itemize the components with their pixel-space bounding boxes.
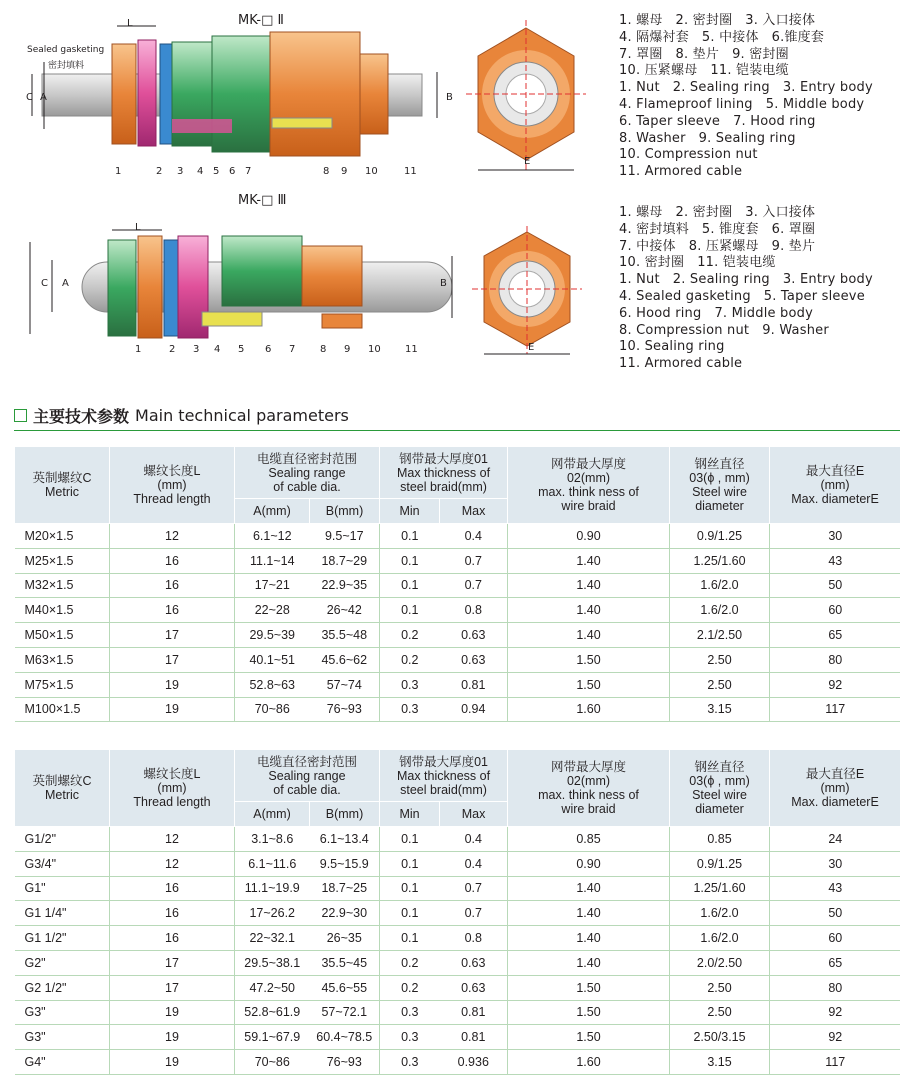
callout-9: 9 bbox=[341, 166, 348, 177]
table-cell: 1.40 bbox=[508, 901, 670, 926]
header-thread-length: 螺纹长度L (mm) Thread length bbox=[110, 447, 235, 524]
callout-10: 10 bbox=[368, 344, 381, 355]
callout-7: 7 bbox=[289, 344, 296, 355]
table-cell: 0.1 bbox=[380, 926, 440, 951]
table-cell: M25×1.5 bbox=[15, 548, 110, 573]
table-cell: 17 bbox=[110, 950, 235, 975]
table-cell: 0.3 bbox=[380, 1025, 440, 1050]
table-cell: M32×1.5 bbox=[15, 573, 110, 598]
table-cell: 117 bbox=[770, 697, 900, 722]
table-cell: G4" bbox=[15, 1050, 110, 1075]
table-cell: 2.50 bbox=[670, 975, 770, 1000]
table-cell: 0.3 bbox=[380, 1050, 440, 1075]
table-cell: 0.7 bbox=[440, 901, 508, 926]
dim-label-l: L bbox=[127, 18, 133, 29]
dim-label-e: E bbox=[524, 156, 531, 167]
header-max-diameter: 最大直径E (mm) Max. diameterE bbox=[770, 750, 900, 827]
table-cell: 0.2 bbox=[380, 975, 440, 1000]
table-cell: 0.2 bbox=[380, 623, 440, 648]
dim-label-b: B bbox=[440, 278, 447, 289]
callout-6: 6 bbox=[229, 166, 236, 177]
table-cell: 1.60 bbox=[508, 1050, 670, 1075]
table-row bbox=[15, 647, 900, 672]
table-cell: 2.50 bbox=[670, 647, 770, 672]
table-row bbox=[15, 672, 900, 697]
header-wire-braid: 网带最大厚度 02(mm) max. think ness of wire braid bbox=[508, 447, 670, 524]
table-cell: 92 bbox=[770, 1000, 900, 1025]
table-cell: M63×1.5 bbox=[15, 647, 110, 672]
table-row bbox=[15, 1025, 900, 1050]
table-cell: 17~21 bbox=[235, 573, 310, 598]
table-row bbox=[15, 524, 900, 549]
table-cell: 0.63 bbox=[440, 950, 508, 975]
table-cell: 6.1~13.4 bbox=[310, 827, 380, 852]
table-cell: G2 1/2" bbox=[15, 975, 110, 1000]
table-cell: 26~35 bbox=[310, 926, 380, 951]
table-cell: 0.1 bbox=[380, 573, 440, 598]
table-cell: 29.5~39 bbox=[235, 623, 310, 648]
legend-line: 10. Compression nut bbox=[619, 147, 758, 163]
table-cell: 40.1~51 bbox=[235, 647, 310, 672]
table-cell: 0.81 bbox=[440, 1025, 508, 1050]
table-cell: 1.50 bbox=[508, 1025, 670, 1050]
table-cell: G1" bbox=[15, 876, 110, 901]
table-cell: 70~86 bbox=[235, 697, 310, 722]
table-cell: 65 bbox=[770, 950, 900, 975]
dim-label-l: L bbox=[135, 222, 141, 233]
legend-line: 11. Armored cable bbox=[619, 356, 743, 372]
table-cell: 45.6~62 bbox=[310, 647, 380, 672]
table-cell: 19 bbox=[110, 1000, 235, 1025]
callout-3: 3 bbox=[193, 344, 200, 355]
callout-1: 1 bbox=[135, 344, 142, 355]
table-cell: 16 bbox=[110, 876, 235, 901]
callout-11: 11 bbox=[404, 166, 417, 177]
table-cell: 76~93 bbox=[310, 1050, 380, 1075]
section-title-cn: 主要技术参数 bbox=[33, 407, 130, 426]
table-cell: G1/2" bbox=[15, 827, 110, 852]
table-cell: 16 bbox=[110, 573, 235, 598]
header-steel-braid: 钢带最大厚度01 Max thickness of steel braid(mm) bbox=[380, 447, 508, 499]
callout-6: 6 bbox=[265, 344, 272, 355]
legend-line: 11. Armored cable bbox=[619, 164, 743, 180]
table-cell: 16 bbox=[110, 548, 235, 573]
header-thread-c: 英制螺纹C Metric bbox=[15, 750, 110, 827]
table-cell: 52.8~61.9 bbox=[235, 1000, 310, 1025]
legend-line: 10. 压紧螺母 11. 铠装电缆 bbox=[619, 63, 789, 79]
table-cell: 29.5~38.1 bbox=[235, 950, 310, 975]
dim-label-a: A bbox=[40, 92, 47, 103]
header-sealing-range: 电缆直径密封范围 Sealing range of cable dia. bbox=[235, 750, 380, 802]
table-cell: G3" bbox=[15, 1000, 110, 1025]
table-cell: 0.94 bbox=[440, 697, 508, 722]
table-cell: 1.40 bbox=[508, 548, 670, 573]
table-cell: 60 bbox=[770, 926, 900, 951]
table-cell: 0.63 bbox=[440, 623, 508, 648]
callout-2: 2 bbox=[156, 166, 163, 177]
table-cell: 1.40 bbox=[508, 876, 670, 901]
table-cell: 0.81 bbox=[440, 1000, 508, 1025]
table-cell: 0.1 bbox=[380, 851, 440, 876]
header-max-diameter: 最大直径E (mm) Max. diameterE bbox=[770, 447, 900, 524]
table-row bbox=[15, 1050, 900, 1075]
callout-8: 8 bbox=[320, 344, 327, 355]
table-row bbox=[15, 598, 900, 623]
table-cell: 0.1 bbox=[380, 876, 440, 901]
table-cell: 43 bbox=[770, 548, 900, 573]
header-steel-braid: 钢带最大厚度01 Max thickness of steel braid(mm) bbox=[380, 750, 508, 802]
table-cell: 2.50/3.15 bbox=[670, 1025, 770, 1050]
table-cell: 2.50 bbox=[670, 672, 770, 697]
table-cell: G3/4" bbox=[15, 851, 110, 876]
header-max: Max bbox=[440, 802, 508, 827]
table-cell: 0.90 bbox=[508, 851, 670, 876]
header-a: A(mm) bbox=[235, 499, 310, 524]
table-cell: 6.1~11.6 bbox=[235, 851, 310, 876]
legend-line: 6. Taper sleeve 7. Hood ring bbox=[619, 113, 816, 129]
cable-gland-diagram-mk2 bbox=[22, 14, 442, 184]
legend-line: 1. Nut 2. Sealing ring 3. Entry body bbox=[619, 80, 873, 96]
legend-line: 10. 密封圈 11. 铠装电缆 bbox=[619, 255, 776, 271]
table-cell: 0.9/1.25 bbox=[670, 524, 770, 549]
table-row bbox=[15, 975, 900, 1000]
table-cell: 9.5~15.9 bbox=[310, 851, 380, 876]
header-max: Max bbox=[440, 499, 508, 524]
table-cell: 57~74 bbox=[310, 672, 380, 697]
table-cell: 18.7~29 bbox=[310, 548, 380, 573]
table-cell: 0.7 bbox=[440, 876, 508, 901]
legend-line: 7. 中接体 8. 压紧螺母 9. 垫片 bbox=[619, 238, 816, 254]
table-cell: 1.50 bbox=[508, 647, 670, 672]
table-cell: 52.8~63 bbox=[235, 672, 310, 697]
section-rule bbox=[14, 430, 900, 431]
table-cell: G2" bbox=[15, 950, 110, 975]
table-cell: 0.2 bbox=[380, 950, 440, 975]
table-cell: 3.1~8.6 bbox=[235, 827, 310, 852]
legend-line: 6. Hood ring 7. Middle body bbox=[619, 305, 814, 321]
table-cell: 1.25/1.60 bbox=[670, 876, 770, 901]
table-cell: 0.9/1.25 bbox=[670, 851, 770, 876]
header-thread-c: 英制螺纹C Metric bbox=[15, 447, 110, 524]
table-cell: 26~42 bbox=[310, 598, 380, 623]
table-cell: 0.63 bbox=[440, 647, 508, 672]
legend-mk2 bbox=[619, 13, 873, 181]
callout-9: 9 bbox=[344, 344, 351, 355]
header-steel-wire: 钢丝直径 03(ϕ , mm) Steel wire diameter bbox=[670, 750, 770, 827]
header-steel-wire: 钢丝直径 03(ϕ , mm) Steel wire diameter bbox=[670, 447, 770, 524]
table-cell: 80 bbox=[770, 647, 900, 672]
table-row bbox=[15, 851, 900, 876]
legend-line: 1. 螺母 2. 密封圈 3. 入口接体 bbox=[619, 13, 816, 28]
table-cell: 1.6/2.0 bbox=[670, 926, 770, 951]
table-cell: 0.1 bbox=[380, 598, 440, 623]
table-cell: 16 bbox=[110, 901, 235, 926]
table-cell: 1.6/2.0 bbox=[670, 598, 770, 623]
callout-4: 4 bbox=[214, 344, 221, 355]
table-cell: 22.9~30 bbox=[310, 901, 380, 926]
table-cell: 1.60 bbox=[508, 697, 670, 722]
legend-line: 1. 螺母 2. 密封圈 3. 入口接体 bbox=[619, 205, 816, 220]
spec-table-pipe bbox=[14, 749, 900, 1075]
table-cell: 80 bbox=[770, 975, 900, 1000]
table-cell: 22~28 bbox=[235, 598, 310, 623]
table-row bbox=[15, 573, 900, 598]
table-cell: 92 bbox=[770, 672, 900, 697]
table-cell: 17 bbox=[110, 647, 235, 672]
callout-10: 10 bbox=[365, 166, 378, 177]
table-cell: 11.1~19.9 bbox=[235, 876, 310, 901]
legend-line: 8. Washer 9. Sealing ring bbox=[619, 130, 796, 146]
callout-5: 5 bbox=[238, 344, 245, 355]
table-cell: M100×1.5 bbox=[15, 697, 110, 722]
table-row bbox=[15, 926, 900, 951]
table-cell: 1.25/1.60 bbox=[670, 548, 770, 573]
table-row bbox=[15, 697, 900, 722]
table-cell: 6.1~12 bbox=[235, 524, 310, 549]
header-b: B(mm) bbox=[310, 499, 380, 524]
table-cell: 117 bbox=[770, 1050, 900, 1075]
callout-1: 1 bbox=[115, 166, 122, 177]
table-cell: 24 bbox=[770, 827, 900, 852]
legend-line: 7. 罩圈 8. 垫片 9. 密封圈 bbox=[619, 46, 789, 62]
callout-7: 7 bbox=[245, 166, 252, 177]
callout-4: 4 bbox=[197, 166, 204, 177]
header-thread-length: 螺纹长度L (mm) Thread length bbox=[110, 750, 235, 827]
callout-5: 5 bbox=[213, 166, 220, 177]
table-cell: 0.3 bbox=[380, 672, 440, 697]
table-cell: 59.1~67.9 bbox=[235, 1025, 310, 1050]
table-cell: 16 bbox=[110, 598, 235, 623]
table-cell: 92 bbox=[770, 1025, 900, 1050]
table-cell: 0.85 bbox=[670, 827, 770, 852]
legend-line: 8. Compression nut 9. Washer bbox=[619, 322, 829, 338]
table-cell: 0.936 bbox=[440, 1050, 508, 1075]
table-cell: 12 bbox=[110, 851, 235, 876]
table-cell: 0.1 bbox=[380, 827, 440, 852]
table-cell: 12 bbox=[110, 524, 235, 549]
table-cell: 0.4 bbox=[440, 827, 508, 852]
legend-line: 4. 密封填料 5. 锥度套 6. 罩圈 bbox=[619, 221, 816, 237]
table-cell: 0.4 bbox=[440, 851, 508, 876]
model-label-mk2: MK-□ Ⅱ bbox=[238, 13, 284, 28]
table-cell: 0.4 bbox=[440, 524, 508, 549]
dim-label-a: A bbox=[62, 278, 69, 289]
table-cell: 57~72.1 bbox=[310, 1000, 380, 1025]
table-cell: 2.0/2.50 bbox=[670, 950, 770, 975]
table-cell: 0.3 bbox=[380, 697, 440, 722]
model-label-mk3: MK-□ Ⅲ bbox=[238, 193, 287, 208]
table-cell: 35.5~48 bbox=[310, 623, 380, 648]
table-row bbox=[15, 876, 900, 901]
table-cell: 17~26.2 bbox=[235, 901, 310, 926]
table-cell: 19 bbox=[110, 697, 235, 722]
cable-gland-diagram-mk3 bbox=[22, 212, 462, 362]
table-cell: 16 bbox=[110, 926, 235, 951]
legend-line: 4. Flameproof lining 5. Middle body bbox=[619, 96, 865, 112]
table-cell: 0.8 bbox=[440, 926, 508, 951]
table-cell: 0.1 bbox=[380, 524, 440, 549]
table-cell: 0.81 bbox=[440, 672, 508, 697]
header-sealing-range: 电缆直径密封范围 Sealing range of cable dia. bbox=[235, 447, 380, 499]
table-cell: 65 bbox=[770, 623, 900, 648]
table-cell: 0.8 bbox=[440, 598, 508, 623]
header-b: B(mm) bbox=[310, 802, 380, 827]
table-cell: 9.5~17 bbox=[310, 524, 380, 549]
section-title bbox=[14, 404, 349, 427]
table-cell: 47.2~50 bbox=[235, 975, 310, 1000]
header-wire-braid: 网带最大厚度 02(mm) max. think ness of wire braid bbox=[508, 750, 670, 827]
table-cell: 60.4~78.5 bbox=[310, 1025, 380, 1050]
callout-2: 2 bbox=[169, 344, 176, 355]
table-cell: G3" bbox=[15, 1025, 110, 1050]
table-cell: G1 1/4" bbox=[15, 901, 110, 926]
legend-line: 4. 隔爆衬套 5. 中接体 6.锥度套 bbox=[619, 29, 825, 45]
table-cell: 70~86 bbox=[235, 1050, 310, 1075]
legend-line: 4. Sealed gasketing 5. Taper sleeve bbox=[619, 288, 865, 304]
table-cell: 1.40 bbox=[508, 623, 670, 648]
table-cell: 35.5~45 bbox=[310, 950, 380, 975]
table-cell: 2.50 bbox=[670, 1000, 770, 1025]
section-title-en: Main technical parameters bbox=[135, 406, 349, 425]
table-cell: 0.2 bbox=[380, 647, 440, 672]
table-body-metric bbox=[15, 524, 900, 722]
table-row bbox=[15, 827, 900, 852]
end-view-mk3 bbox=[472, 226, 582, 366]
header-a: A(mm) bbox=[235, 802, 310, 827]
table-cell: M40×1.5 bbox=[15, 598, 110, 623]
table-cell: 19 bbox=[110, 672, 235, 697]
callout-3: 3 bbox=[177, 166, 184, 177]
table-cell: 22.9~35 bbox=[310, 573, 380, 598]
table-cell: 11.1~14 bbox=[235, 548, 310, 573]
table-cell: 17 bbox=[110, 623, 235, 648]
table-cell: 1.6/2.0 bbox=[670, 573, 770, 598]
dim-label-e: E bbox=[528, 342, 535, 353]
legend-line: 1. Nut 2. Sealing ring 3. Entry body bbox=[619, 272, 873, 288]
table-cell: 1.40 bbox=[508, 598, 670, 623]
table-cell: 30 bbox=[770, 851, 900, 876]
legend-line: 10. Sealing ring bbox=[619, 339, 725, 355]
table-cell: 1.40 bbox=[508, 926, 670, 951]
table-cell: 1.40 bbox=[508, 950, 670, 975]
table-row bbox=[15, 950, 900, 975]
table-cell: 22~32.1 bbox=[235, 926, 310, 951]
table-cell: 17 bbox=[110, 975, 235, 1000]
table-cell: 1.50 bbox=[508, 975, 670, 1000]
table-cell: 43 bbox=[770, 876, 900, 901]
legend-mk3 bbox=[619, 205, 873, 373]
dim-label-b: B bbox=[446, 92, 453, 103]
table-cell: 0.1 bbox=[380, 901, 440, 926]
table-cell: 2.1/2.50 bbox=[670, 623, 770, 648]
table-cell: 1.40 bbox=[508, 573, 670, 598]
table-body-pipe bbox=[15, 827, 900, 1075]
callout-8: 8 bbox=[323, 166, 330, 177]
table-cell: 18.7~25 bbox=[310, 876, 380, 901]
table-cell: 12 bbox=[110, 827, 235, 852]
dim-label-c: C bbox=[26, 92, 33, 103]
table-cell: G1 1/2" bbox=[15, 926, 110, 951]
table-cell: 0.3 bbox=[380, 1000, 440, 1025]
table-cell: 19 bbox=[110, 1050, 235, 1075]
spec-table-metric bbox=[14, 446, 900, 722]
table-cell: 3.15 bbox=[670, 697, 770, 722]
table-cell: 1.50 bbox=[508, 672, 670, 697]
table-cell: 0.85 bbox=[508, 827, 670, 852]
table-cell: 1.50 bbox=[508, 1000, 670, 1025]
table-cell: 45.6~55 bbox=[310, 975, 380, 1000]
table-cell: M20×1.5 bbox=[15, 524, 110, 549]
table-cell: 3.15 bbox=[670, 1050, 770, 1075]
table-cell: 50 bbox=[770, 901, 900, 926]
table-cell: 60 bbox=[770, 598, 900, 623]
table-cell: 0.90 bbox=[508, 524, 670, 549]
header-min: Min bbox=[380, 499, 440, 524]
table-row bbox=[15, 901, 900, 926]
checkbox-square-icon bbox=[14, 409, 27, 422]
table-cell: 30 bbox=[770, 524, 900, 549]
table-cell: 50 bbox=[770, 573, 900, 598]
table-cell: 19 bbox=[110, 1025, 235, 1050]
table-cell: 0.7 bbox=[440, 548, 508, 573]
table-cell: 0.7 bbox=[440, 573, 508, 598]
table-cell: 0.1 bbox=[380, 548, 440, 573]
table-cell: M50×1.5 bbox=[15, 623, 110, 648]
table-cell: M75×1.5 bbox=[15, 672, 110, 697]
table-cell: 0.63 bbox=[440, 975, 508, 1000]
callout-11: 11 bbox=[405, 344, 418, 355]
header-min: Min bbox=[380, 802, 440, 827]
label-sealed-gasketing: Sealed gasketing bbox=[27, 45, 105, 55]
table-row bbox=[15, 548, 900, 573]
dim-label-c: C bbox=[41, 278, 48, 289]
label-sealed-gasketing-cn: 密封填料 bbox=[48, 61, 85, 71]
table-row bbox=[15, 1000, 900, 1025]
table-cell: 76~93 bbox=[310, 697, 380, 722]
table-cell: 1.6/2.0 bbox=[670, 901, 770, 926]
table-row bbox=[15, 623, 900, 648]
